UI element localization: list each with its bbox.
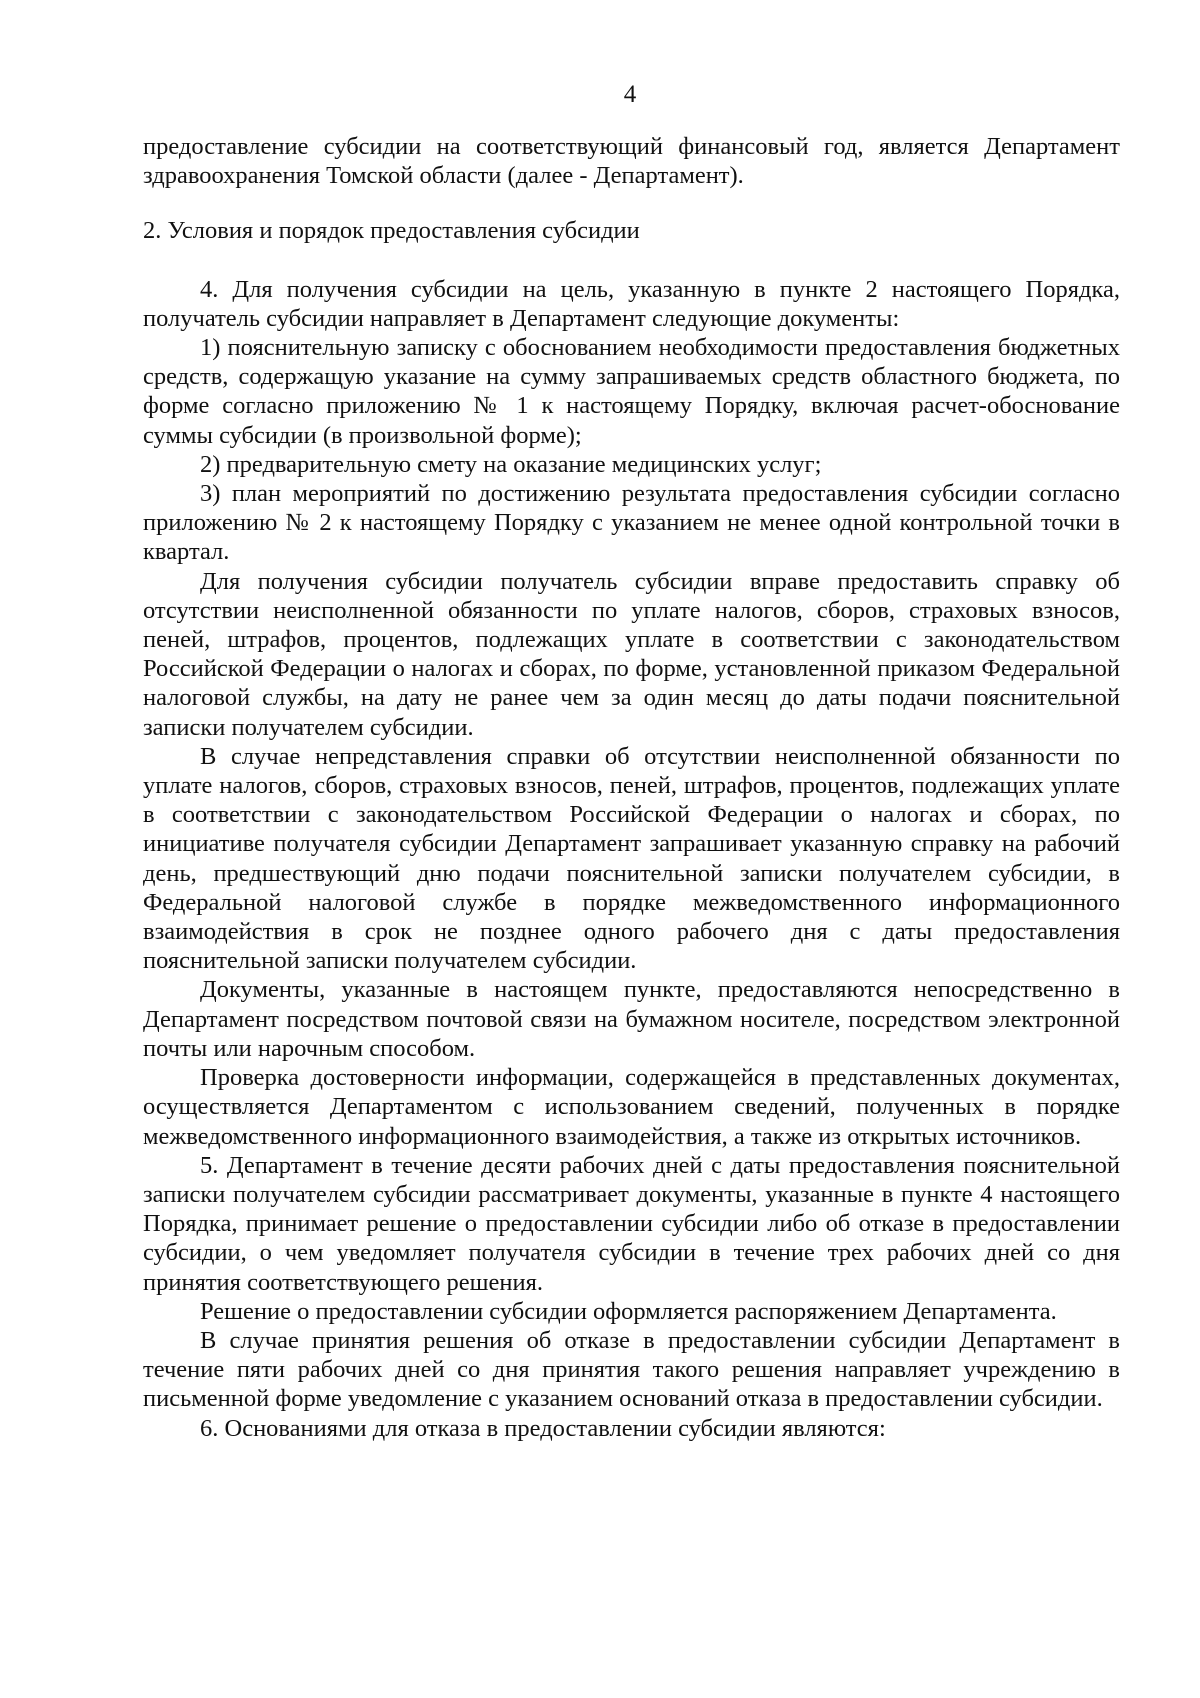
list-item: 1) пояснительную записку с обоснованием необходимости предоставления бюджетных средств, содержащую указание на сумму запрашиваемых средств областного бюджета, по форме согласно приложению № 1 к настоящему Порядку, включая расчет-обоснование суммы субсидии (в произвольной форме); [143, 334, 1120, 449]
paragraph: 6. Основаниями для отказа в предоставлении субсидии являются: [200, 1414, 886, 1442]
paragraph: В случае принятия решения об отказе в предоставлении субсидии Департамент в течение пяти рабочих дней со дня принятия такого решения направляет учреждению в письменной форме уведомление с указанием оснований отказа в предоставлении субсидии. [143, 1326, 1120, 1413]
document-body [143, 132, 1120, 1443]
section-heading: 2. Условия и порядок предоставления субсидии [143, 217, 640, 245]
paragraph: В случае непредставления справки об отсутствии неисполненной обязанности по уплате налогов, сборов, страховых взносов, пеней, штрафов, процентов, подлежащих уплате в соответствии с законодательством Российской Федерации о налогах и сборах, по инициативе получателя субсидии Департамент запрашивает указанную справку на рабочий день, предшествующий дню подачи пояснительной записки получателем субсидии, в Федеральной налоговой службе в порядке межведомственного информационного взаимодействия в срок не позднее одного рабочего дня с даты предоставления пояснительной записки получателем субсидии. [143, 742, 1120, 975]
page-number: 4 [623, 81, 637, 108]
paragraph: Проверка достоверности информации, содержащейся в представленных документах, осуществляется Департаментом с использованием сведений, полученных в порядке межведомственного информационного взаимодействия, а также из открытых источников. [143, 1064, 1120, 1150]
paragraph: 5. Департамент в течение десяти рабочих дней с даты предоставления пояснительной записки получателем субсидии рассматривает документы, указанные в пункте 4 настоящего Порядка, принимает решение о предоставлении субсидии либо об отказе в предоставлении субсидии, о чем уведомляет получателя субсидии в течение трех рабочих дней со дня принятия соответствующего решения. [143, 1151, 1120, 1296]
paragraph: предоставление субсидии на соответствующий финансовый год, является Департамент здравоохранения Томской области (далее - Департамент). [143, 133, 1120, 190]
paragraph: 4. Для получения субсидии на цель, указанную в пункте 2 настоящего Порядка, получатель субсидии направляет в Департамент следующие документы: [143, 275, 1120, 332]
paragraph: Решение о предоставлении субсидии оформляется распоряжением Департамента. [200, 1297, 1057, 1325]
paragraph: Документы, указанные в настоящем пункте, предоставляются непосредственно в Департамент посредством почтовой связи на бумажном носителе, посредством электронной почты или нарочным способом. [143, 976, 1120, 1062]
list-item: 3) план мероприятий по достижению результата предоставления субсидии согласно приложению № 2 к настоящему Порядку с указанием не менее одной контрольной точки в квартал. [143, 480, 1120, 566]
paragraph: Для получения субсидии получатель субсидии вправе предоставить справку об отсутствии неисполненной обязанности по уплате налогов, сборов, страховых взносов, пеней, штрафов, процентов, подлежащих уплате в соответствии с законодательством Российской Федерации о налогах и сборах, по форме, установленной приказом Федеральной налоговой службы, на дату не ранее чем за один месяц до даты подачи пояснительной записки получателем субсидии. [143, 567, 1120, 741]
list-item: 2) предварительную смету на оказание медицинских услуг; [200, 450, 822, 478]
